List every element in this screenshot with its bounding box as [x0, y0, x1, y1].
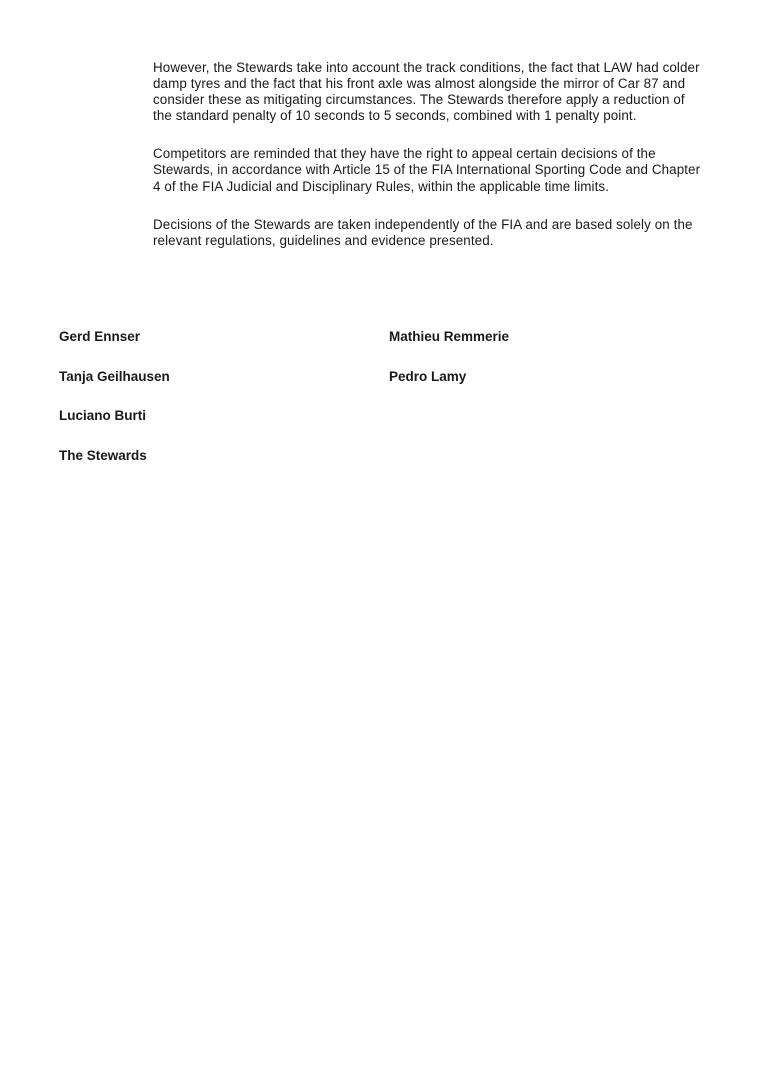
- signatory-name: Tanja Geilhausen: [59, 368, 170, 384]
- signatory-name: Pedro Lamy: [389, 368, 467, 384]
- paragraph-decisions-independence: Decisions of the Stewards are taken independently of the FIA and are based solely on the relevant regulations, guidelines and evidence presented.: [153, 216, 693, 248]
- signatory-row: [59, 329, 709, 345]
- signatory-name: Luciano Burti: [59, 408, 146, 423]
- signatory-title: The Stewards: [59, 447, 147, 463]
- signatory-name: [389, 408, 709, 424]
- signatory-name: [389, 448, 709, 464]
- signatory-name: Mathieu Remmerie: [389, 329, 510, 344]
- signatory-row: [59, 448, 709, 464]
- paragraph-right-to-appeal: Competitors are reminded that they have the right to appeal certain decisions of the Stewards, in accordance with Article 15 of the FIA International Sporting Code and Chapter 4 of the FIA Judicial and Disciplinary Rules, within the applicable time limits.: [153, 146, 701, 194]
- document-body: [153, 60, 705, 271]
- signatory-name: Gerd Ennser: [59, 329, 141, 344]
- paragraph-penalty-reduction: However, the Stewards take into account the track conditions, the fact that LAW had colder damp tyres and the fact that his front axle was almost alongside the mirror of Car 87 and consider these as mitigating circumstances. The Stewards therefore apply a reduction of the standard penalty of 10 seconds to 5 seconds, combined with 1 penalty point.: [153, 60, 700, 124]
- signatory-row: [59, 408, 709, 424]
- signatory-row: [59, 369, 709, 385]
- signatories-block: [59, 329, 709, 487]
